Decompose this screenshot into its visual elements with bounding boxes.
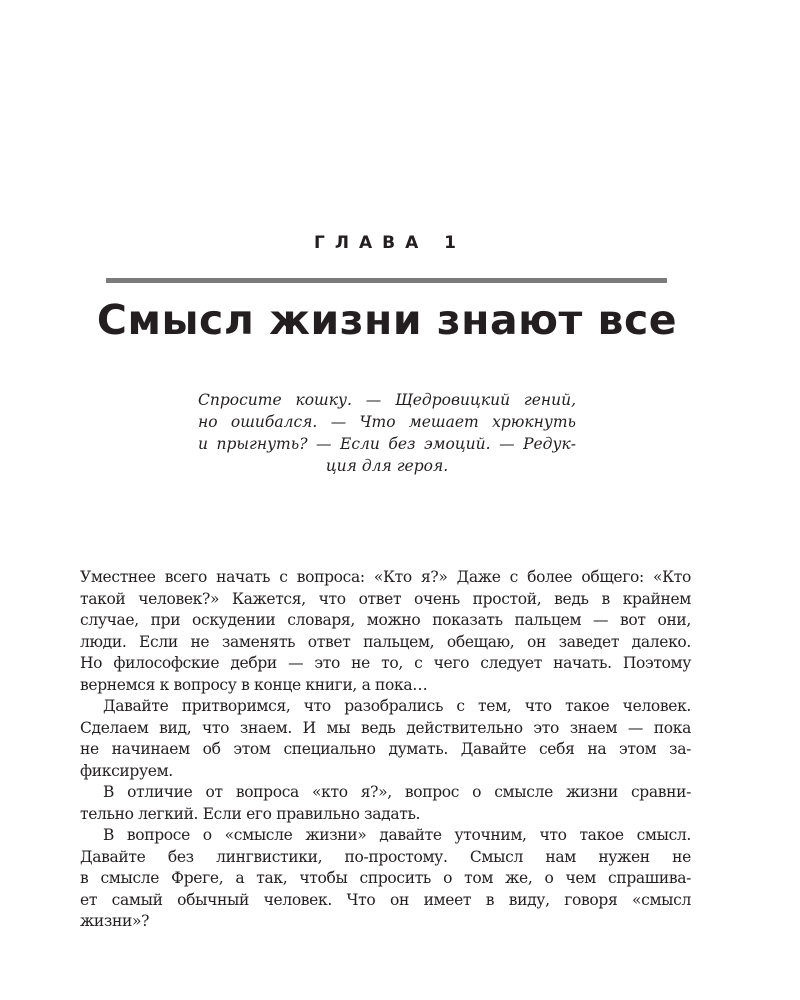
- body-line: В отличие от вопроса «кто я?», вопрос о смысле жизни сравни-: [103, 783, 691, 801]
- body-line: такой человек?» Кажется, что ответ очень простой, ведь в крайнем: [80, 589, 691, 608]
- chapter-divider: [106, 278, 667, 283]
- body-line: тельно легкий. Если его правильно задать.: [80, 804, 421, 823]
- body-line: Но философские дебри — это не то, с чего следует начать. Поэтому: [80, 654, 691, 672]
- body-line: жизни»?: [80, 912, 150, 930]
- body-line: Давайте без лингвистики, по-простому. Смысл нам нужен не: [80, 847, 691, 866]
- body-line: В вопросе о «смысле жизни» давайте уточним, что такое смысл.: [103, 826, 691, 844]
- body-line: не начинаем об этом специально думать. Давайте себя на этом за-: [80, 740, 691, 758]
- body-line: Уместнее всего начать с вопроса: «Кто я?» Даже с более общего: «Кто: [80, 568, 691, 586]
- body-line: ет самый обычный человек. Что он имеет в виду, говоря «смысл: [80, 890, 691, 909]
- body-line: Сделаем вид, что знаем. И мы ведь действительно это знаем — пока: [80, 718, 691, 737]
- epigraph-line: и прыгнуть? — Если без эмоций. — Редук-: [198, 435, 576, 453]
- body-line: случае, при оскудении словаря, можно показать пальцем — вот они,: [80, 611, 691, 629]
- body-text: [80, 567, 691, 933]
- epigraph-line: но ошибался. — Что мешает хрюкнуть: [198, 413, 576, 431]
- body-line: фиксируем.: [80, 761, 173, 780]
- epigraph-line: Спросите кошку. — Щедровицкий гений,: [198, 391, 576, 409]
- body-line: в смысле Фреге, а так, чтобы спросить о том же, о чем спрашива-: [80, 869, 691, 887]
- chapter-label: ГЛАВА 1: [314, 233, 466, 253]
- body-line: люди. Если не заменять ответ пальцем, обещаю, он заведет далеко.: [80, 632, 691, 651]
- chapter-title: Смысл жизни знают все: [96, 296, 678, 344]
- body-line: вернемся к вопросу в конце книги, а пока…: [80, 675, 428, 694]
- epigraph-line: ция для героя.: [325, 457, 449, 475]
- body-line: Давайте притворимся, что разобрались с тем, что такое человек.: [103, 697, 691, 715]
- epigraph: [198, 389, 576, 477]
